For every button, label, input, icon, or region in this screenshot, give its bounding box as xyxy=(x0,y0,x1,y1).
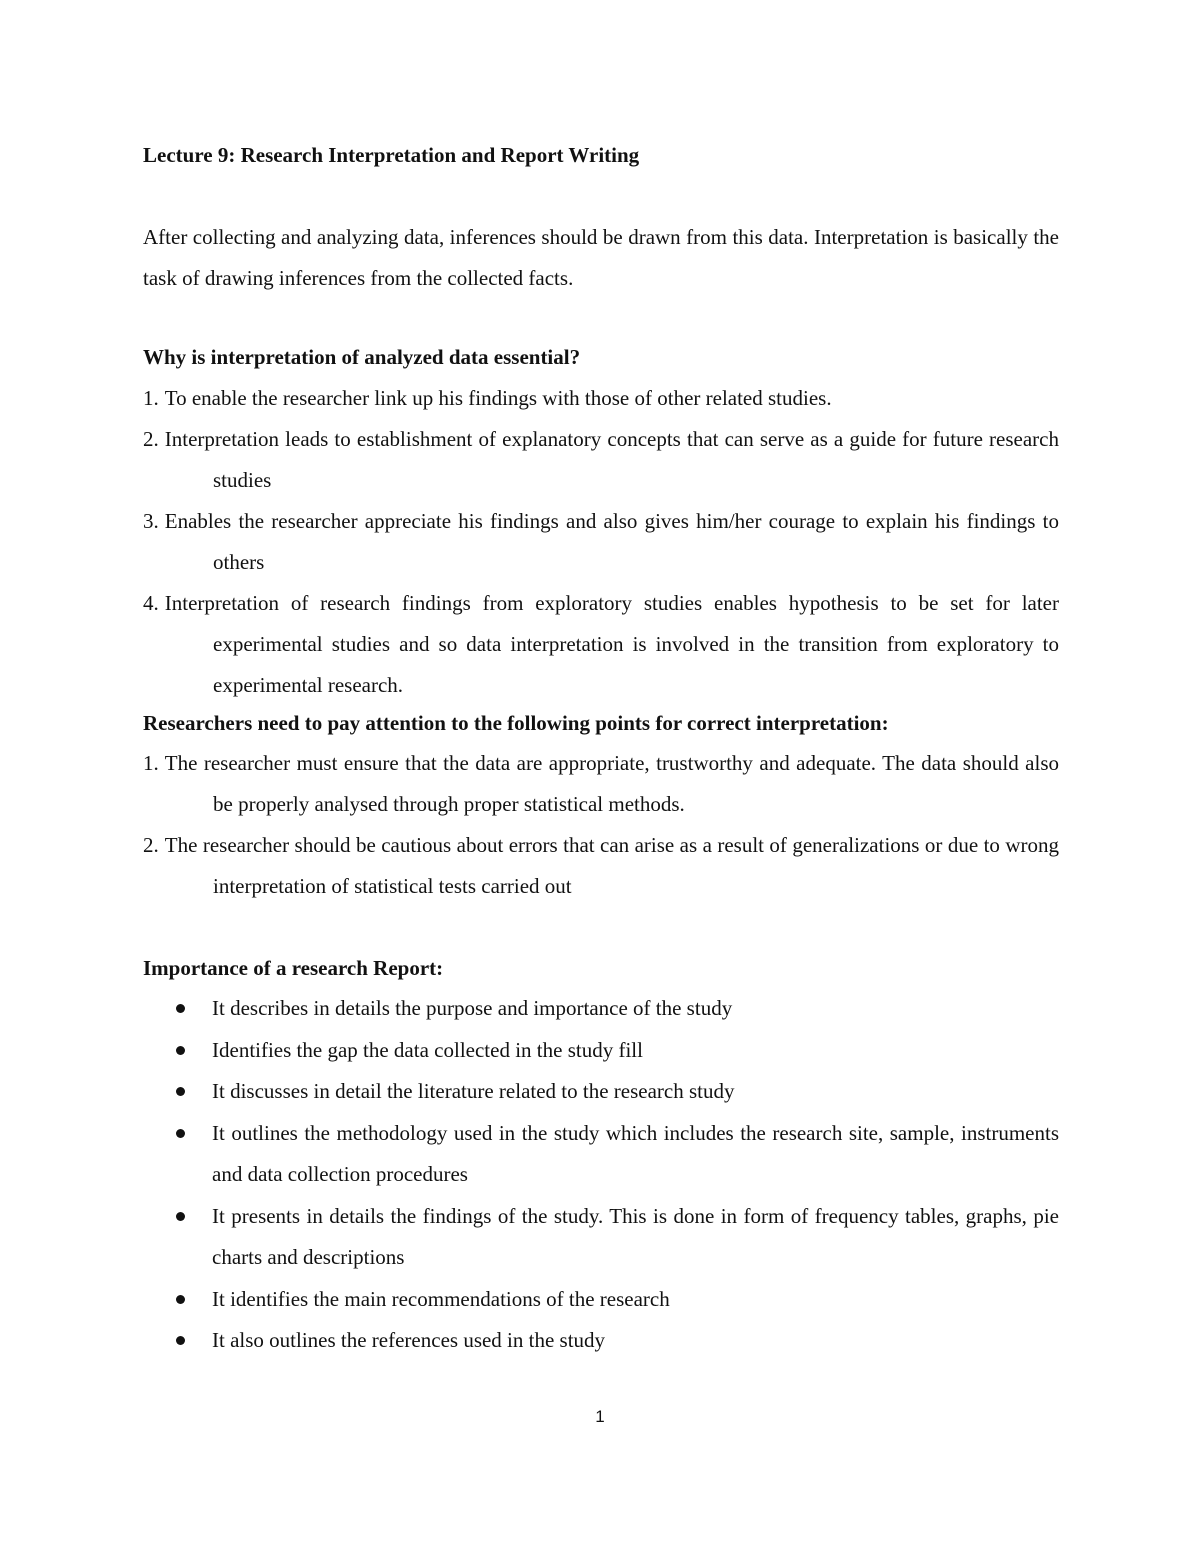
list-item: 4. Interpretation of research findings from exploratory studies enables hypothesis to be set for later experimental studies and so data interpretation is involved in the transition from exploratory to experimental research. xyxy=(143,591,1059,697)
section2-heading: Researchers need to pay attention to the following points for correct interpretation: xyxy=(143,711,889,735)
bullet-icon xyxy=(176,1336,185,1345)
section2-list xyxy=(143,743,1059,907)
list-item: 2. Interpretation leads to establishment of explanatory concepts that can serve as a guide for future research studies xyxy=(143,427,1059,492)
list-item: 1. The researcher must ensure that the data are appropriate, trustworthy and adequate. The data should also be properly analysed through proper statistical methods. xyxy=(143,751,1059,816)
list-item: 2. The researcher should be cautious about errors that can arise as a result of generalizations or due to wrong interpretation of statistical tests carried out xyxy=(143,833,1059,898)
list-item: It also outlines the references used in the study xyxy=(143,1320,1059,1362)
list-item: It discusses in detail the literature related to the research study xyxy=(143,1071,1059,1113)
section3-heading: Importance of a research Report: xyxy=(143,956,444,980)
section1-list xyxy=(143,378,1059,706)
bullet-icon xyxy=(176,1004,185,1013)
intro-paragraph: After collecting and analyzing data, inferences should be drawn from this data. Interpretation is basically the task of drawing inferences from the collected facts. xyxy=(143,225,1059,290)
list-item: Identifies the gap the data collected in the study fill xyxy=(143,1030,1059,1072)
list-item: It presents in details the findings of the study. This is done in form of frequency tables, graphs, pie charts and descriptions xyxy=(143,1196,1059,1279)
section1-heading: Why is interpretation of analyzed data essential? xyxy=(143,345,581,369)
section3-list xyxy=(143,988,1059,1362)
list-item: It identifies the main recommendations of the research xyxy=(143,1279,1059,1321)
bullet-icon xyxy=(176,1295,185,1304)
bullet-icon xyxy=(176,1129,185,1138)
bullet-icon xyxy=(176,1046,185,1055)
list-item: It outlines the methodology used in the study which includes the research site, sample, instruments and data collection procedures xyxy=(143,1113,1059,1196)
list-item: It describes in details the purpose and importance of the study xyxy=(143,988,1059,1030)
page-number: 1 xyxy=(595,1407,605,1426)
bullet-icon xyxy=(176,1087,185,1096)
list-item: 3. Enables the researcher appreciate his findings and also gives him/her courage to explain his findings to others xyxy=(143,509,1059,574)
document-title: Lecture 9: Research Interpretation and Report Writing xyxy=(143,143,640,167)
list-item: 1. To enable the researcher link up his findings with those of other related studies. xyxy=(143,386,832,410)
bullet-icon xyxy=(176,1212,185,1221)
